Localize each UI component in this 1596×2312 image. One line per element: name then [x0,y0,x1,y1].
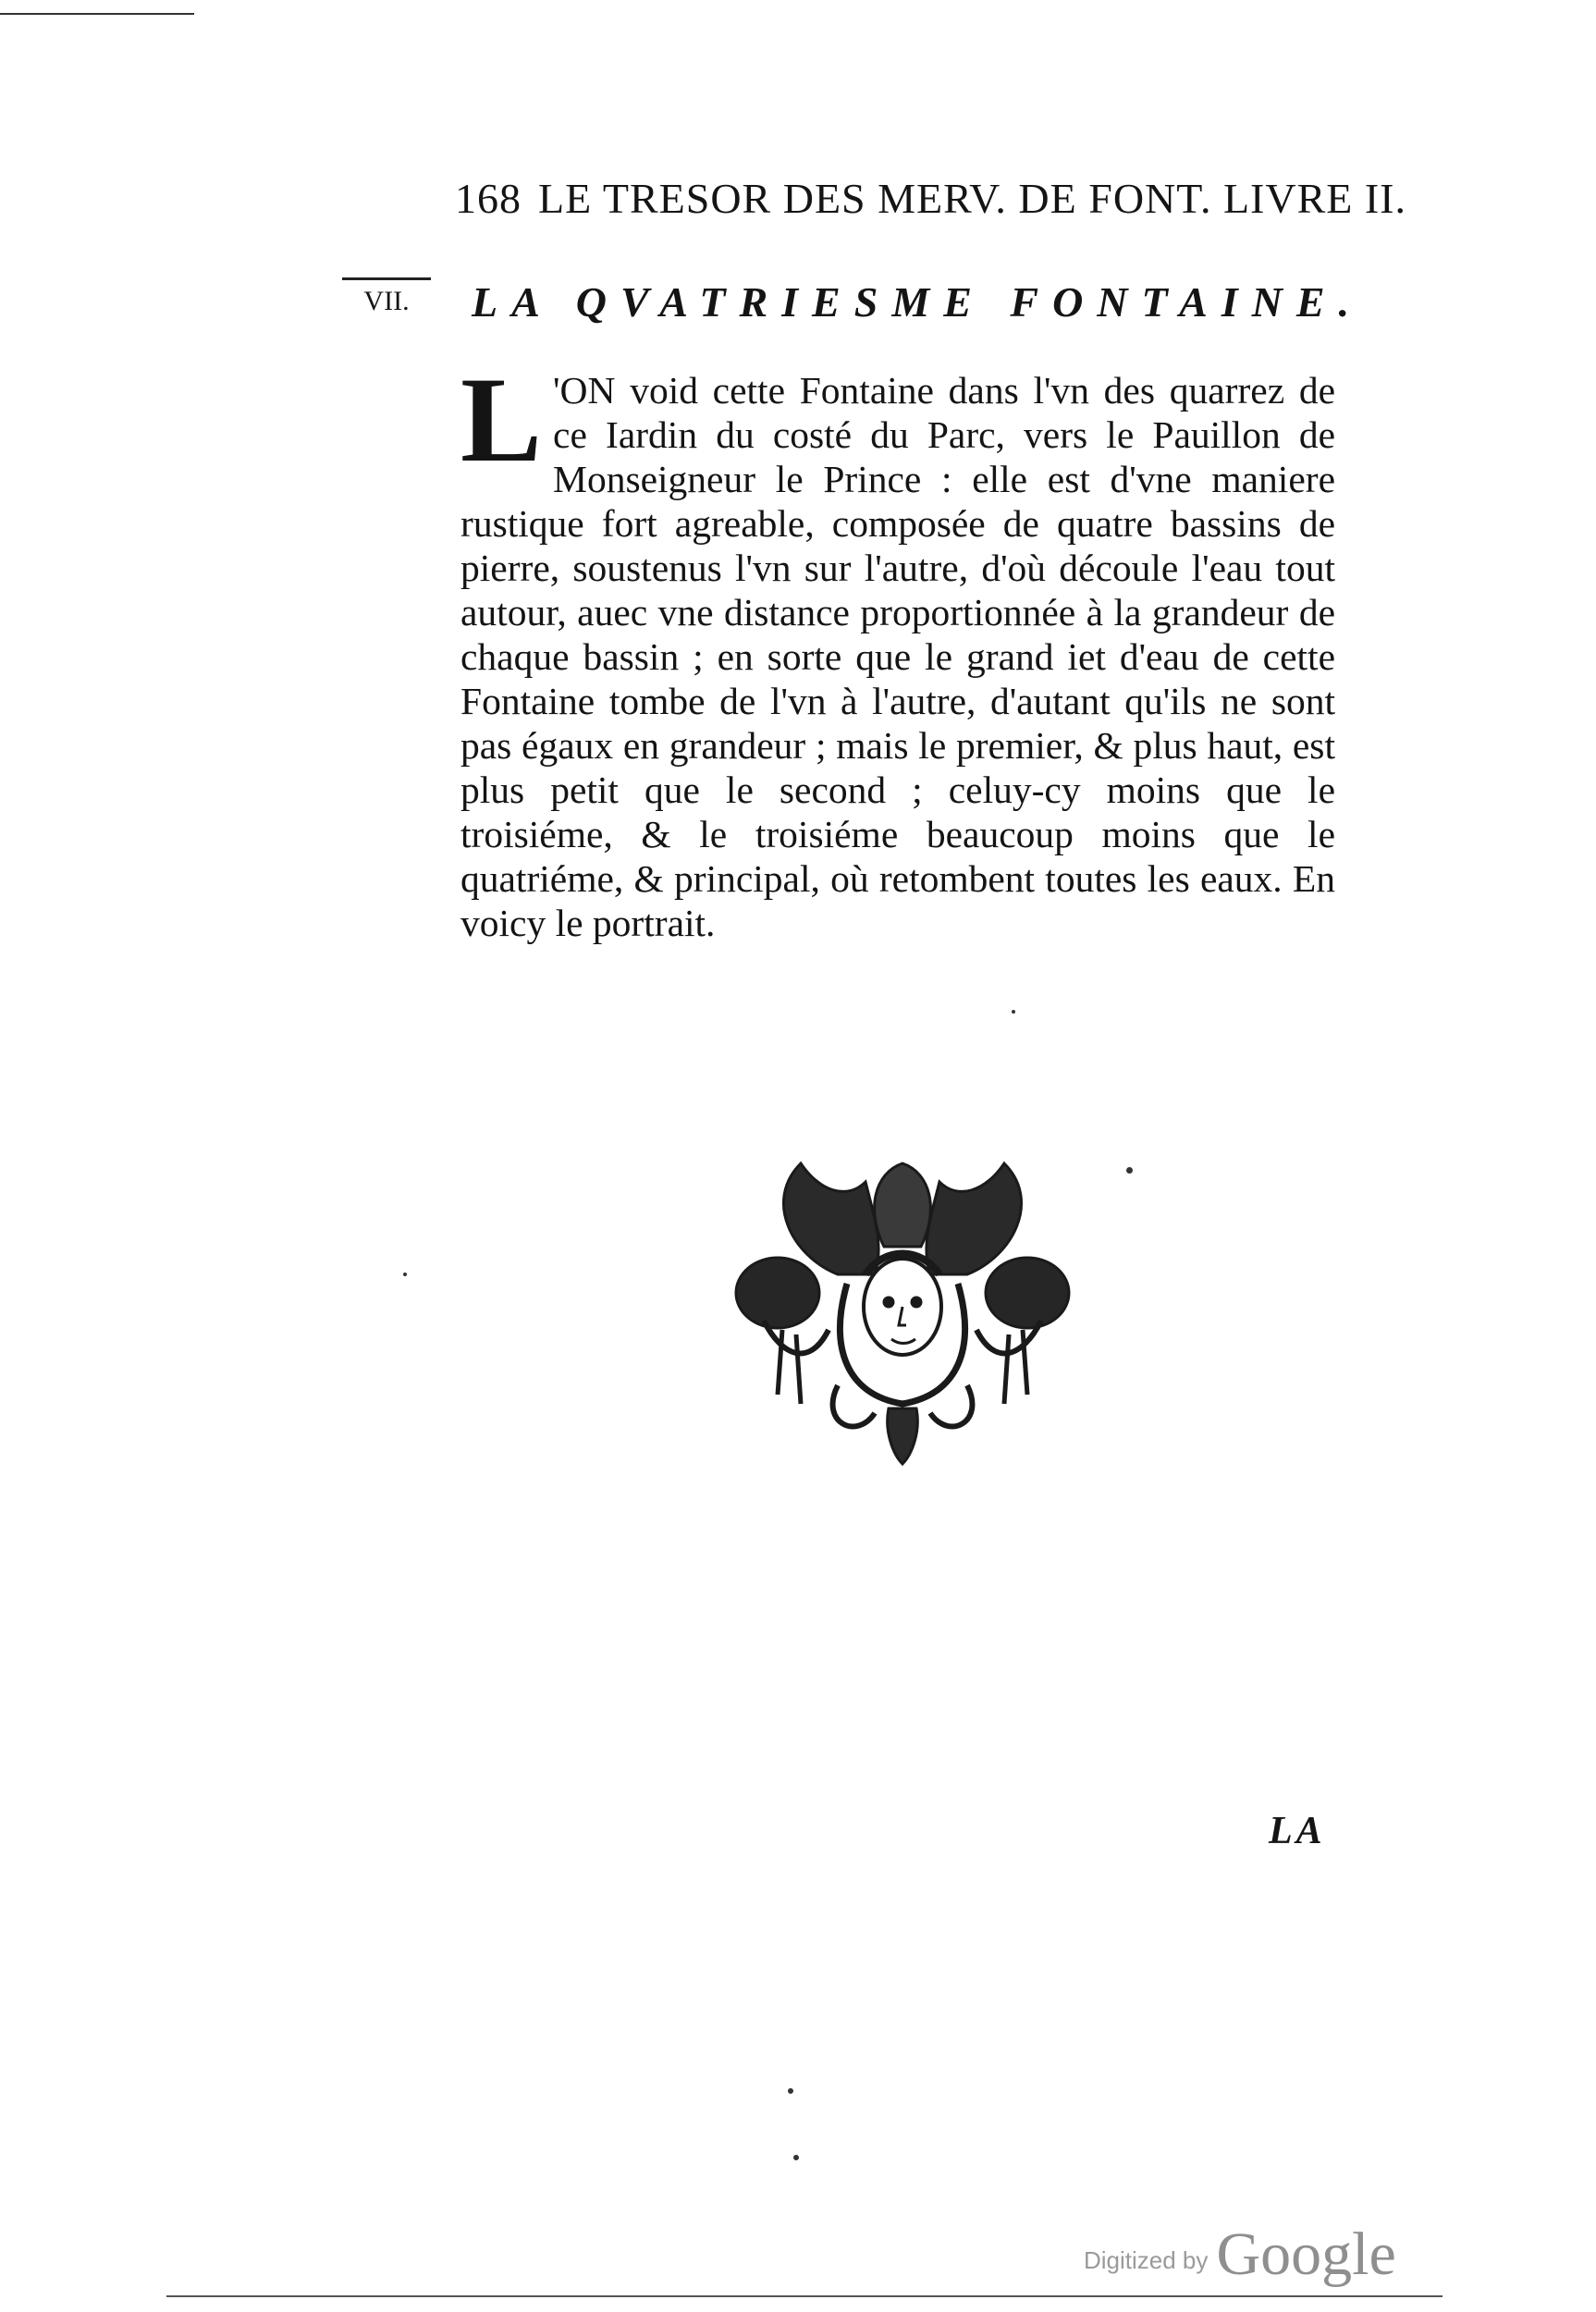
body-paragraph [460,351,1335,945]
google-logo: Google [1216,2220,1396,2288]
scan-edge-top [0,13,194,15]
section-title: LA QVATRIESME FONTAINE. [472,278,1364,326]
chapter-marker: VII. [342,277,431,317]
ornament-icon [727,1145,1078,1469]
drop-cap: L [460,351,543,487]
body-text: void cette Fontaine dans l'vn des quarrez de ce Iardin du costé du Parc, vers le Pauillon de Monseigneur le Prince : elle est d'vne maniere rustique fort agreable, composée de quatre bassins de pierre, soustenus l'vn sur l'autre, d'où découle l'eau tout autour, auec vne distance proportionnée à la grandeur de chaque bassin ; en sorte que le grand iet d'eau de cette Fontaine tombe de l'vn à l'autre, d'autant qu'ils ne sont pas égaux en grandeur ; mais le premier, & plus haut, est plus petit que le second ; celuy-cy moins que le troisiéme, & le troisiéme beaucoup moins que le quatriéme, & principal, où retombent toutes les eaux. En voicy le portrait. [460,369,1335,944]
scan-speck [788,2088,793,2094]
catchword: LA [1269,1810,1326,1852]
scan-speck [403,1273,407,1276]
running-title: LE TRESOR DES MERV. DE FONT. LIVRE II. [538,175,1406,222]
digitized-watermark [1084,2220,1396,2290]
scan-edge-bottom [166,2295,1443,2297]
lead-in-caps: 'ON [553,369,616,412]
running-header [455,174,1406,226]
scan-speck [1126,1167,1133,1174]
scan-speck [793,2155,799,2160]
watermark-prefix: Digitized by [1084,2246,1209,2274]
scan-speck [1012,1010,1015,1014]
page-number: 168 [455,175,522,222]
